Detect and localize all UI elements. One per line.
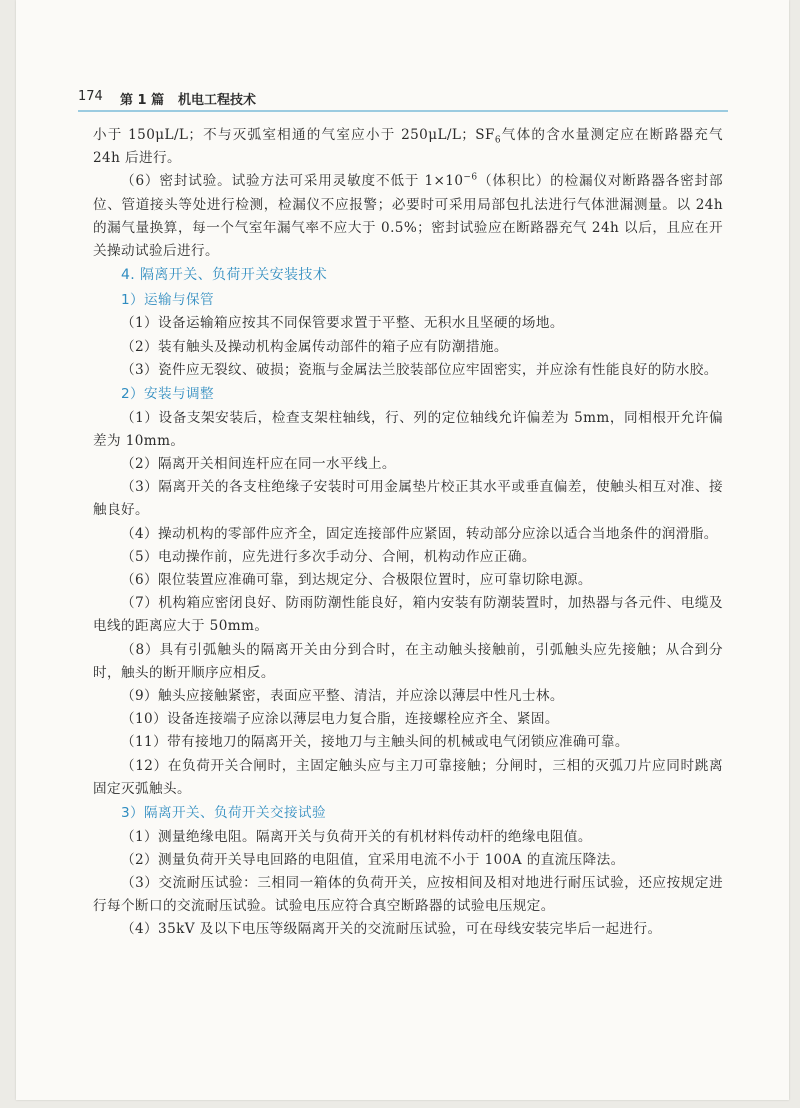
list-item: （2）测量负荷开关导电回路的电阻值，宜采用电流不小于 100A 的直流压降法。 (121, 851, 625, 868)
list-item: （6）限位装置应准确可靠，到达规定分、合极限位置时，应可靠切除电源。 (121, 572, 592, 589)
running-header (78, 86, 728, 114)
list-item: （7）机构箱应密闭良好、防雨防潮性能良好，箱内安装有防潮装置时，加热器与各元件、电缆及电线的距离应大于 50mm。 (93, 595, 723, 635)
list-item: （1）设备支架安装后，检查支架柱轴线，行、列的定位轴线允许偏差为 5mm，同相根开允许偏差为 10mm。 (93, 409, 723, 449)
paragraph-seal-test: （6）密封试验。试验方法可采用灵敏度不低于 $1\times 10^{-6}$（体积比）的检漏仪对断路器各密封部位、管道接头等处进行检测，检漏仪不应报警；必要时可采用局部包扎法进行气体泄漏测量。以 24h 的漏气量换算，每一个气室年漏气率不应大于 0.5%；密封试验应在断路器充气 24h 以后，且应在开关操动试验后进行。 (93, 172, 723, 260)
list-item: （1）测量绝缘电阻。隔离开关与负荷开关的有机材料传动杆的绝缘电阻值。 (121, 828, 592, 845)
list-item: （11）带有接地刀的隔离开关，接地刀与主触头间的机械或电气闭锁应准确可靠。 (121, 734, 629, 751)
body-text (93, 124, 723, 942)
list-item: （4）操动机构的零部件应齐全，固定连接部件应紧固，转动部分应涂以适合当地条件的润滑脂。 (121, 525, 718, 542)
list-item: （3）瓷件应无裂纹、破损；瓷瓶与金属法兰胶装部位应牢固密实，并应涂有性能良好的防水胶。 (121, 361, 718, 378)
subsection-heading-tests: 3）隔离开关、负荷开关交接试验 (121, 805, 326, 822)
list-item: （12）在负荷开关合闸时，主固定触头应与主刀可靠接触；分闸时，三相的灭弧刀片应同时跳离固定灭弧触头。 (93, 757, 723, 797)
list-item: （10）设备连接端子应涂以薄层电力复合脂，连接螺栓应齐全、紧固。 (121, 711, 559, 728)
list-item: （8）具有引弧触头的隔离开关由分到合时，在主动触头接触前，引弧触头应先接触；从合到分时，触头的断开顺序应相反。 (93, 641, 723, 681)
list-item: （3）交流耐压试验：三相同一箱体的负荷开关，应按相间及相对地进行耐压试验，还应按规定进行每个断口的交流耐压试验。试验电压应符合真空断路器的试验电压规定。 (93, 875, 723, 915)
book-page (16, 0, 789, 1100)
book-title: 机电工程技术 (178, 93, 257, 108)
list-item: （2）隔离开关相间连杆应在同一水平线上。 (121, 456, 396, 473)
list-item: （3）隔离开关的各支柱绝缘子安装时可用金属垫片校正其水平或垂直偏差，使触头相互对准、接触良好。 (93, 479, 723, 519)
subsection-heading-install: 2）安装与调整 (121, 386, 215, 403)
page-number: 174 (78, 89, 103, 104)
header-rule (78, 110, 728, 112)
list-item: （5）电动操作前，应先进行多次手动分、合闸，机构动作应正确。 (121, 548, 536, 565)
paragraph-continued: 小于 150μL/L；不与灭弧室相通的气室应小于 250μL/L；$SF_6$气体的含水量测定应在断路器充气 24h 后进行。 (93, 127, 723, 167)
list-item: （1）设备运输箱应按其不同保管要求置于平整、无积水且坚硬的场地。 (121, 315, 564, 332)
subsection-heading-transport: 1）运输与保管 (121, 291, 215, 308)
chapter-label: 第 1 篇 (120, 93, 165, 108)
list-item: （9）触头应接触紧密，表面应平整、清洁，并应涂以薄层中性凡士林。 (121, 688, 564, 705)
list-item: （4）35kV 及以下电压等级隔离开关的交流耐压试验，可在母线安装完毕后一起进行。 (121, 921, 662, 938)
list-item: （2）装有触头及操动机构金属传动部件的箱子应有防潮措施。 (121, 338, 508, 355)
section-heading: 4. 隔离开关、负荷开关安装技术 (121, 267, 328, 284)
